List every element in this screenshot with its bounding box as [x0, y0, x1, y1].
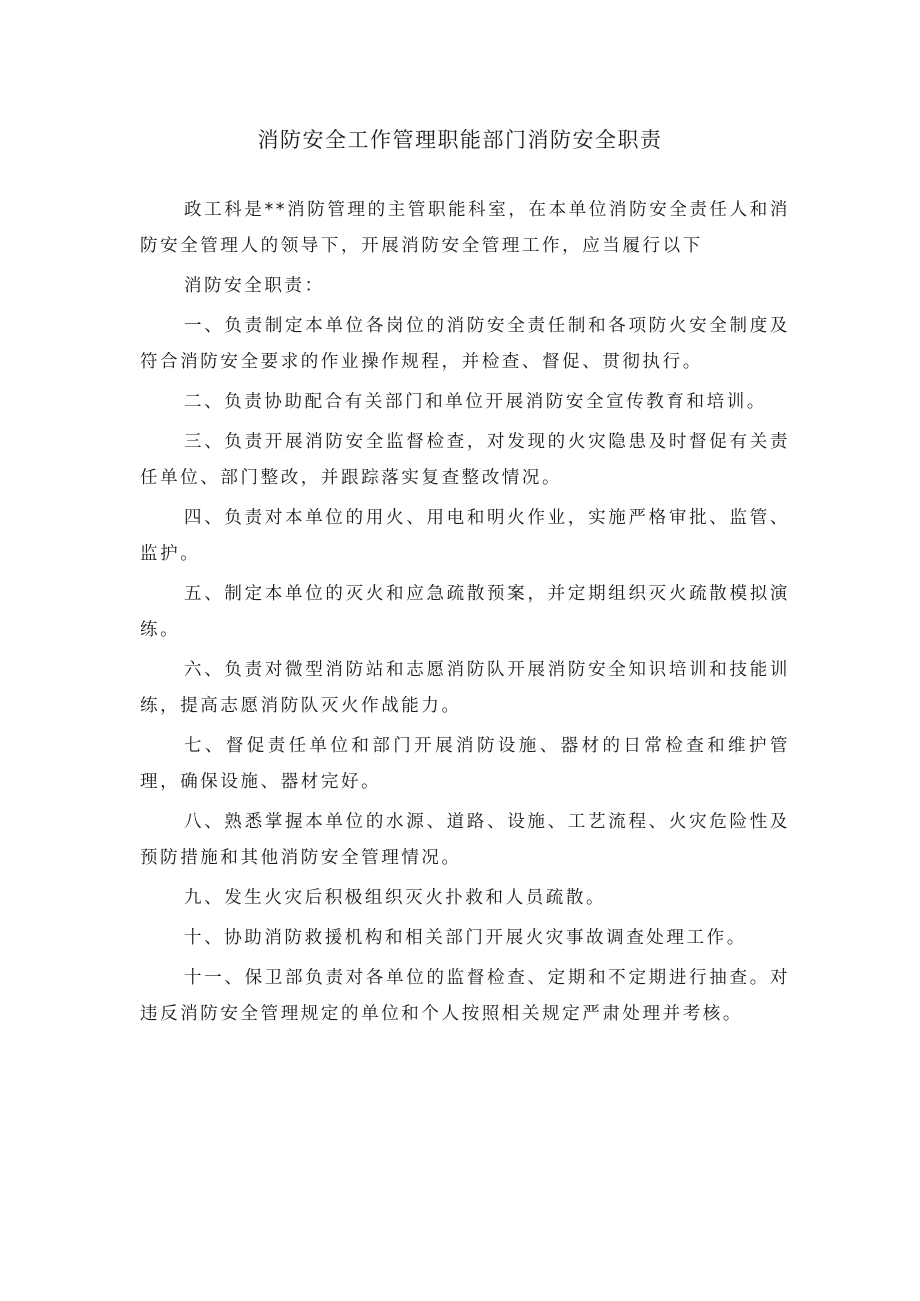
duty-item-4: 四、负责对本单位的用火、用电和明火作业，实施严格审批、监管、监护。 [140, 508, 790, 564]
intro-paragraph: 政工科是**消防管理的主管职能科室，在本单位消防安全责任人和消防安全管理人的领导下，开展消防安全管理工作，应当履行以下 [140, 200, 790, 256]
document-title: 消防安全工作管理职能部门消防安全职责 [257, 128, 663, 152]
duty-item-6: 六、负责对微型消防站和志愿消防队开展消防安全知识培训和技能训练，提高志愿消防队灭火作战能力。 [140, 660, 790, 716]
duty-item-1: 一、负责制定本单位各岗位的消防安全责任制和各项防火安全制度及符合消防安全要求的作业操作规程，并检查、督促、贯彻执行。 [140, 316, 790, 372]
duty-item-2: 二、负责协助配合有关部门和单位开展消防安全宣传教育和培训。 [184, 392, 767, 412]
duty-item-9: 九、发生火灾后积极组织灭火扑救和人员疏散。 [184, 888, 607, 908]
duty-item-10: 十、协助消防救援机构和相关部门开展火灾事故调查处理工作。 [184, 928, 747, 948]
duty-item-7: 七、督促责任单位和部门开展消防设施、器材的日常检查和维护管理，确保设施、器材完好。 [140, 736, 790, 792]
duty-item-3: 三、负责开展消防安全监督检查，对发现的火灾隐患及时督促有关责任单位、部门整改，并跟踪落实复查整改情况。 [140, 432, 790, 488]
document-body [140, 192, 790, 1036]
duties-heading: 消防安全职责： [184, 276, 325, 296]
duty-item-5: 五、制定本单位的灭火和应急疏散预案，并定期组织灭火疏散模拟演练。 [140, 584, 790, 640]
duty-item-11: 十一、保卫部负责对各单位的监督检查、定期和不定期进行抽查。对违反消防安全管理规定的单位和个人按照相关规定严肃处理并考核。 [140, 968, 790, 1024]
duty-item-8: 八、熟悉掌握本单位的水源、道路、设施、工艺流程、火灾危险性及预防措施和其他消防安全管理情况。 [140, 812, 790, 868]
